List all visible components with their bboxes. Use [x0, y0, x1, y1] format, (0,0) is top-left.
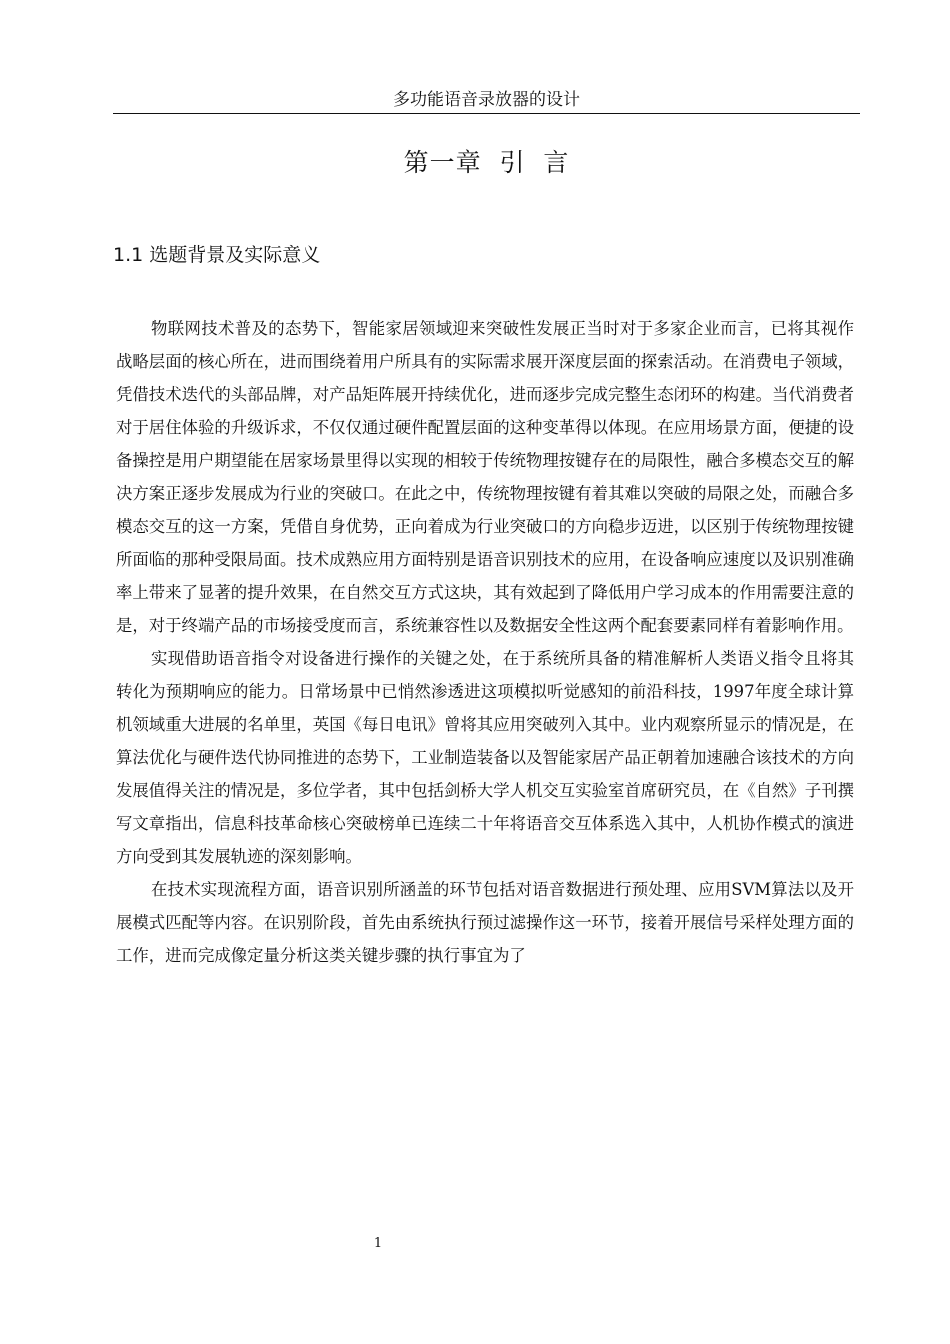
paragraph: 在技术实现流程方面，语音识别所涵盖的环节包括对语音数据进行预处理、应用SVM算法以及开展模式匹配等内容。在识别阶段，首先由系统执行预过滤操作这一环节，接着开展信号采样处理方面的工作，进而完成像定量分析这类关键步骤的执行事宜为了 [116, 880, 854, 965]
header-rule [113, 113, 860, 114]
page-number: 1 [373, 1236, 383, 1251]
paragraph: 物联网技术普及的态势下，智能家居领域迎来突破性发展正当时对于多家企业而言，已将其视作战略层面的核心所在，进而围绕着用户所具有的实际需求展开深度层面的探索活动。在消费电子领域，凭借技术迭代的头部品牌，对产品矩阵展开持续优化，进而逐步完成完整生态闭环的构建。当代消费者对于居住体验的升级诉求，不仅仅通过硬件配置层面的这种变革得以体现。在应用场景方面，便捷的设备操控是用户期望能在居家场景里得以实现的相较于传统物理按键存在的局限性，融合多模态交互的解决方案正逐步发展成为行业的突破口。在此之中，传统物理按键有着其难以突破的局限之处，而融合多模态交互的这一方案，凭借自身优势，正向着成为行业突破口的方向稳步迈进，以区别于传统物理按键所面临的那种受限局面。技术成熟应用方面特别是语音识别技术的应用，在设备响应速度以及识别准确率上带来了显著的提升效果，在自然交互方式这块，其有效起到了降低用户学习成本的作用需要注意的是，对于终端产品的市场接受度而言，系统兼容性以及数据安全性这两个配套要素同样有着影响作用。 [116, 319, 854, 635]
body-text [116, 312, 854, 972]
chapter-title: 第一章 引 言 [403, 148, 570, 177]
paragraph: 实现借助语音指令对设备进行操作的关键之处，在于系统所具备的精准解析人类语义指令且将其转化为预期响应的能力。日常场景中已悄然渗透进这项模拟听觉感知的前沿科技，1997年度全球计算机领域重大进展的名单里，英国《每日电讯》曾将其应用突破列入其中。业内观察所显示的情况是，在算法优化与硬件迭代协同推进的态势下，工业制造装备以及智能家居产品正朝着加速融合该技术的方向发展值得关注的情况是，多位学者，其中包括剑桥大学人机交互实验室首席研究员，在《自然》子刊撰写文章指出，信息科技革命核心突破榜单已连续二十年将语音交互体系选入其中，人机协作模式的演进方向受到其发展轨迹的深刻影响。 [116, 649, 854, 866]
section-heading: 1.1 选题背景及实际意义 [113, 244, 321, 266]
running-header: 多功能语音录放器的设计 [393, 90, 580, 110]
